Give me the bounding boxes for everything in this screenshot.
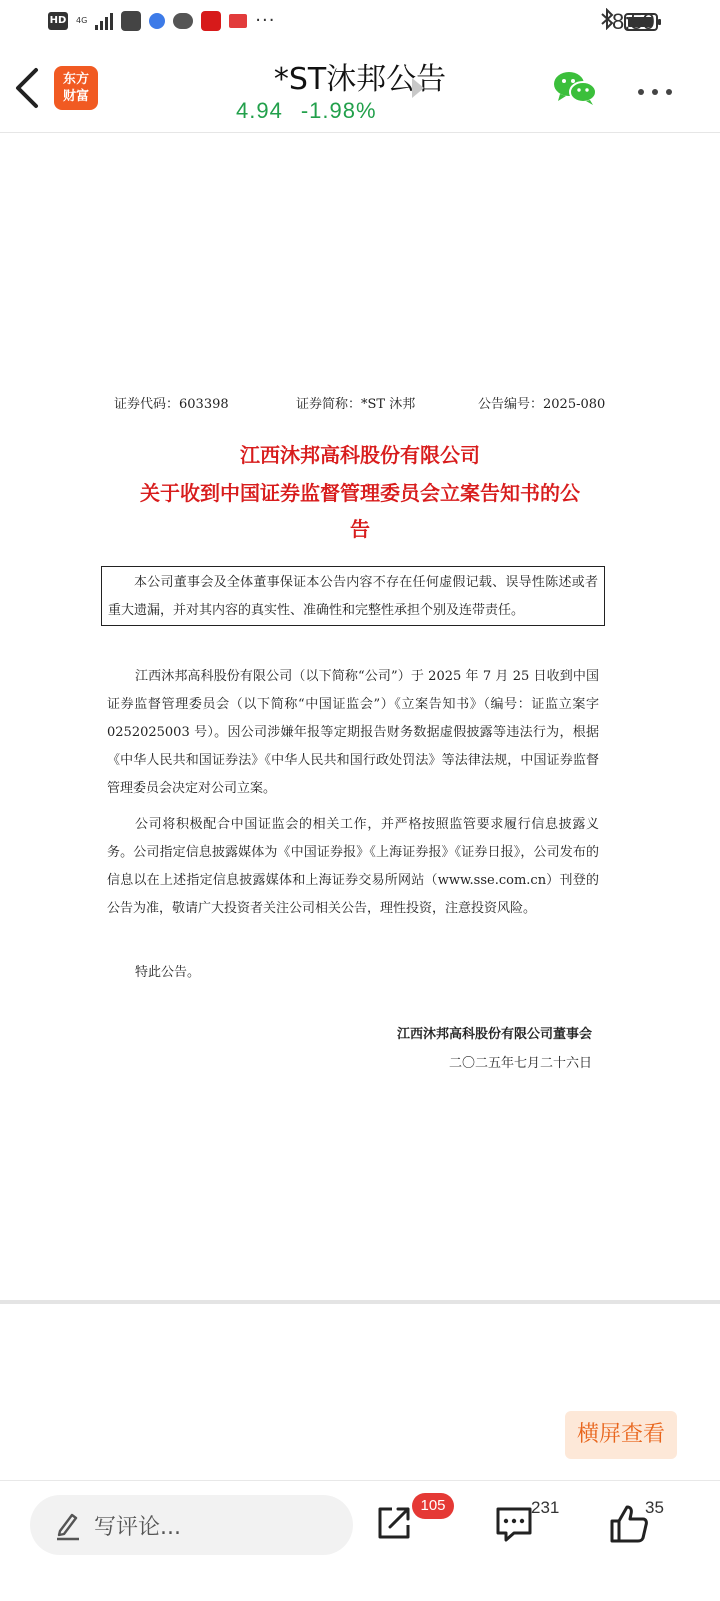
browser-notification-icon	[149, 13, 165, 29]
document-title-line2: 关于收到中国证券监督管理委员会立案告知书的公	[140, 481, 580, 505]
comment-count: 231	[531, 1498, 560, 1517]
share-icon	[372, 1501, 416, 1545]
paragraph-1: 江西沐邦高科股份有限公司（以下简称“公司”）于 2025 年 7 月 25 日收到中国证券监督管理委员会（以下简称“中国证监会”）《立案告知书》（编号：证监立案字 0252025003 号）。因公司涉嫌年报等定期报告财务数据虚假披露等违法行为，根据《中华人民共和国证券法》《中华人民共和国行政处罚法》等法律法规，中国证券监督管理委员会决定对公司立案。	[107, 669, 599, 796]
more-dots-icon	[636, 87, 676, 97]
book-notification-icon	[229, 14, 247, 28]
logo-line2: 财富	[62, 89, 89, 104]
signal-icon	[95, 12, 113, 30]
paragraph-2: 公司将积极配合中国证监会的相关工作，并严格按照监管要求履行信息披露义务。公司指定信息披露媒体为《中国证券报》《上海证券报》《证券日报》，公司发布的信息以在上述指定信息披露媒体和上海证券交易所网站（www.sse.com.cn）刊登的公告为准，敬请广大投资者关注公司相关公告，理性投资，注意投资风险。	[107, 817, 599, 916]
message-notification-icon	[173, 13, 193, 29]
stock-change: -1.98%	[300, 98, 377, 123]
top-nav-bar	[0, 44, 720, 133]
landscape-view-button[interactable]: 横屏查看	[565, 1411, 677, 1459]
stock-price: 4.94	[236, 98, 283, 123]
status-bar	[0, 0, 720, 44]
divider	[0, 1300, 720, 1304]
paragraph-3: 特此公告。	[135, 965, 201, 980]
stock-quote	[236, 98, 377, 124]
signature: 江西沐邦高科股份有限公司董事会	[396, 1027, 592, 1042]
status-icons-left	[48, 10, 275, 31]
security-code: 证券代码：603398	[114, 397, 229, 412]
play-arrow-icon[interactable]	[412, 78, 424, 98]
comment-input[interactable]	[30, 1495, 353, 1555]
like-count: 35	[645, 1498, 664, 1517]
network-type: 4G	[76, 16, 88, 25]
document-title-line1: 江西沐邦高科股份有限公司	[240, 443, 480, 467]
page-title: *ST沐邦公告	[273, 62, 447, 97]
more-notifications-icon: ···	[255, 10, 276, 31]
document-title-line3: 告	[350, 517, 370, 541]
comment-placeholder: 写评论...	[94, 1515, 181, 1540]
wechat-icon	[552, 70, 598, 106]
security-name: 证券简称：*ST 沐邦	[296, 397, 416, 412]
logo-line1: 东方	[62, 72, 89, 87]
bottom-action-bar	[0, 1480, 720, 1601]
wechat-share-button[interactable]	[552, 70, 598, 106]
comments-button[interactable]	[492, 1501, 536, 1545]
red-app-notification-icon	[201, 11, 221, 31]
signature-date: 二〇二五年七月二十六日	[448, 1056, 592, 1071]
comment-icon	[492, 1501, 536, 1545]
share-button[interactable]	[372, 1501, 416, 1545]
app-notification-icon	[121, 11, 141, 31]
announcement-document	[0, 133, 720, 1299]
share-count-badge: 105	[412, 1493, 454, 1519]
announcement-number: 公告编号：2025-080	[478, 397, 606, 412]
clock: 8:59	[612, 9, 655, 34]
board-statement-box: 本公司董事会及全体董事保证本公告内容不存在任何虚假记载、误导性陈述或者重大遗漏，并对其内容的真实性、准确性和完整性承担个别及连带责任。	[101, 566, 605, 626]
more-menu-button[interactable]	[636, 74, 676, 102]
pencil-icon	[54, 1509, 82, 1541]
hd-icon: HD	[48, 12, 68, 30]
